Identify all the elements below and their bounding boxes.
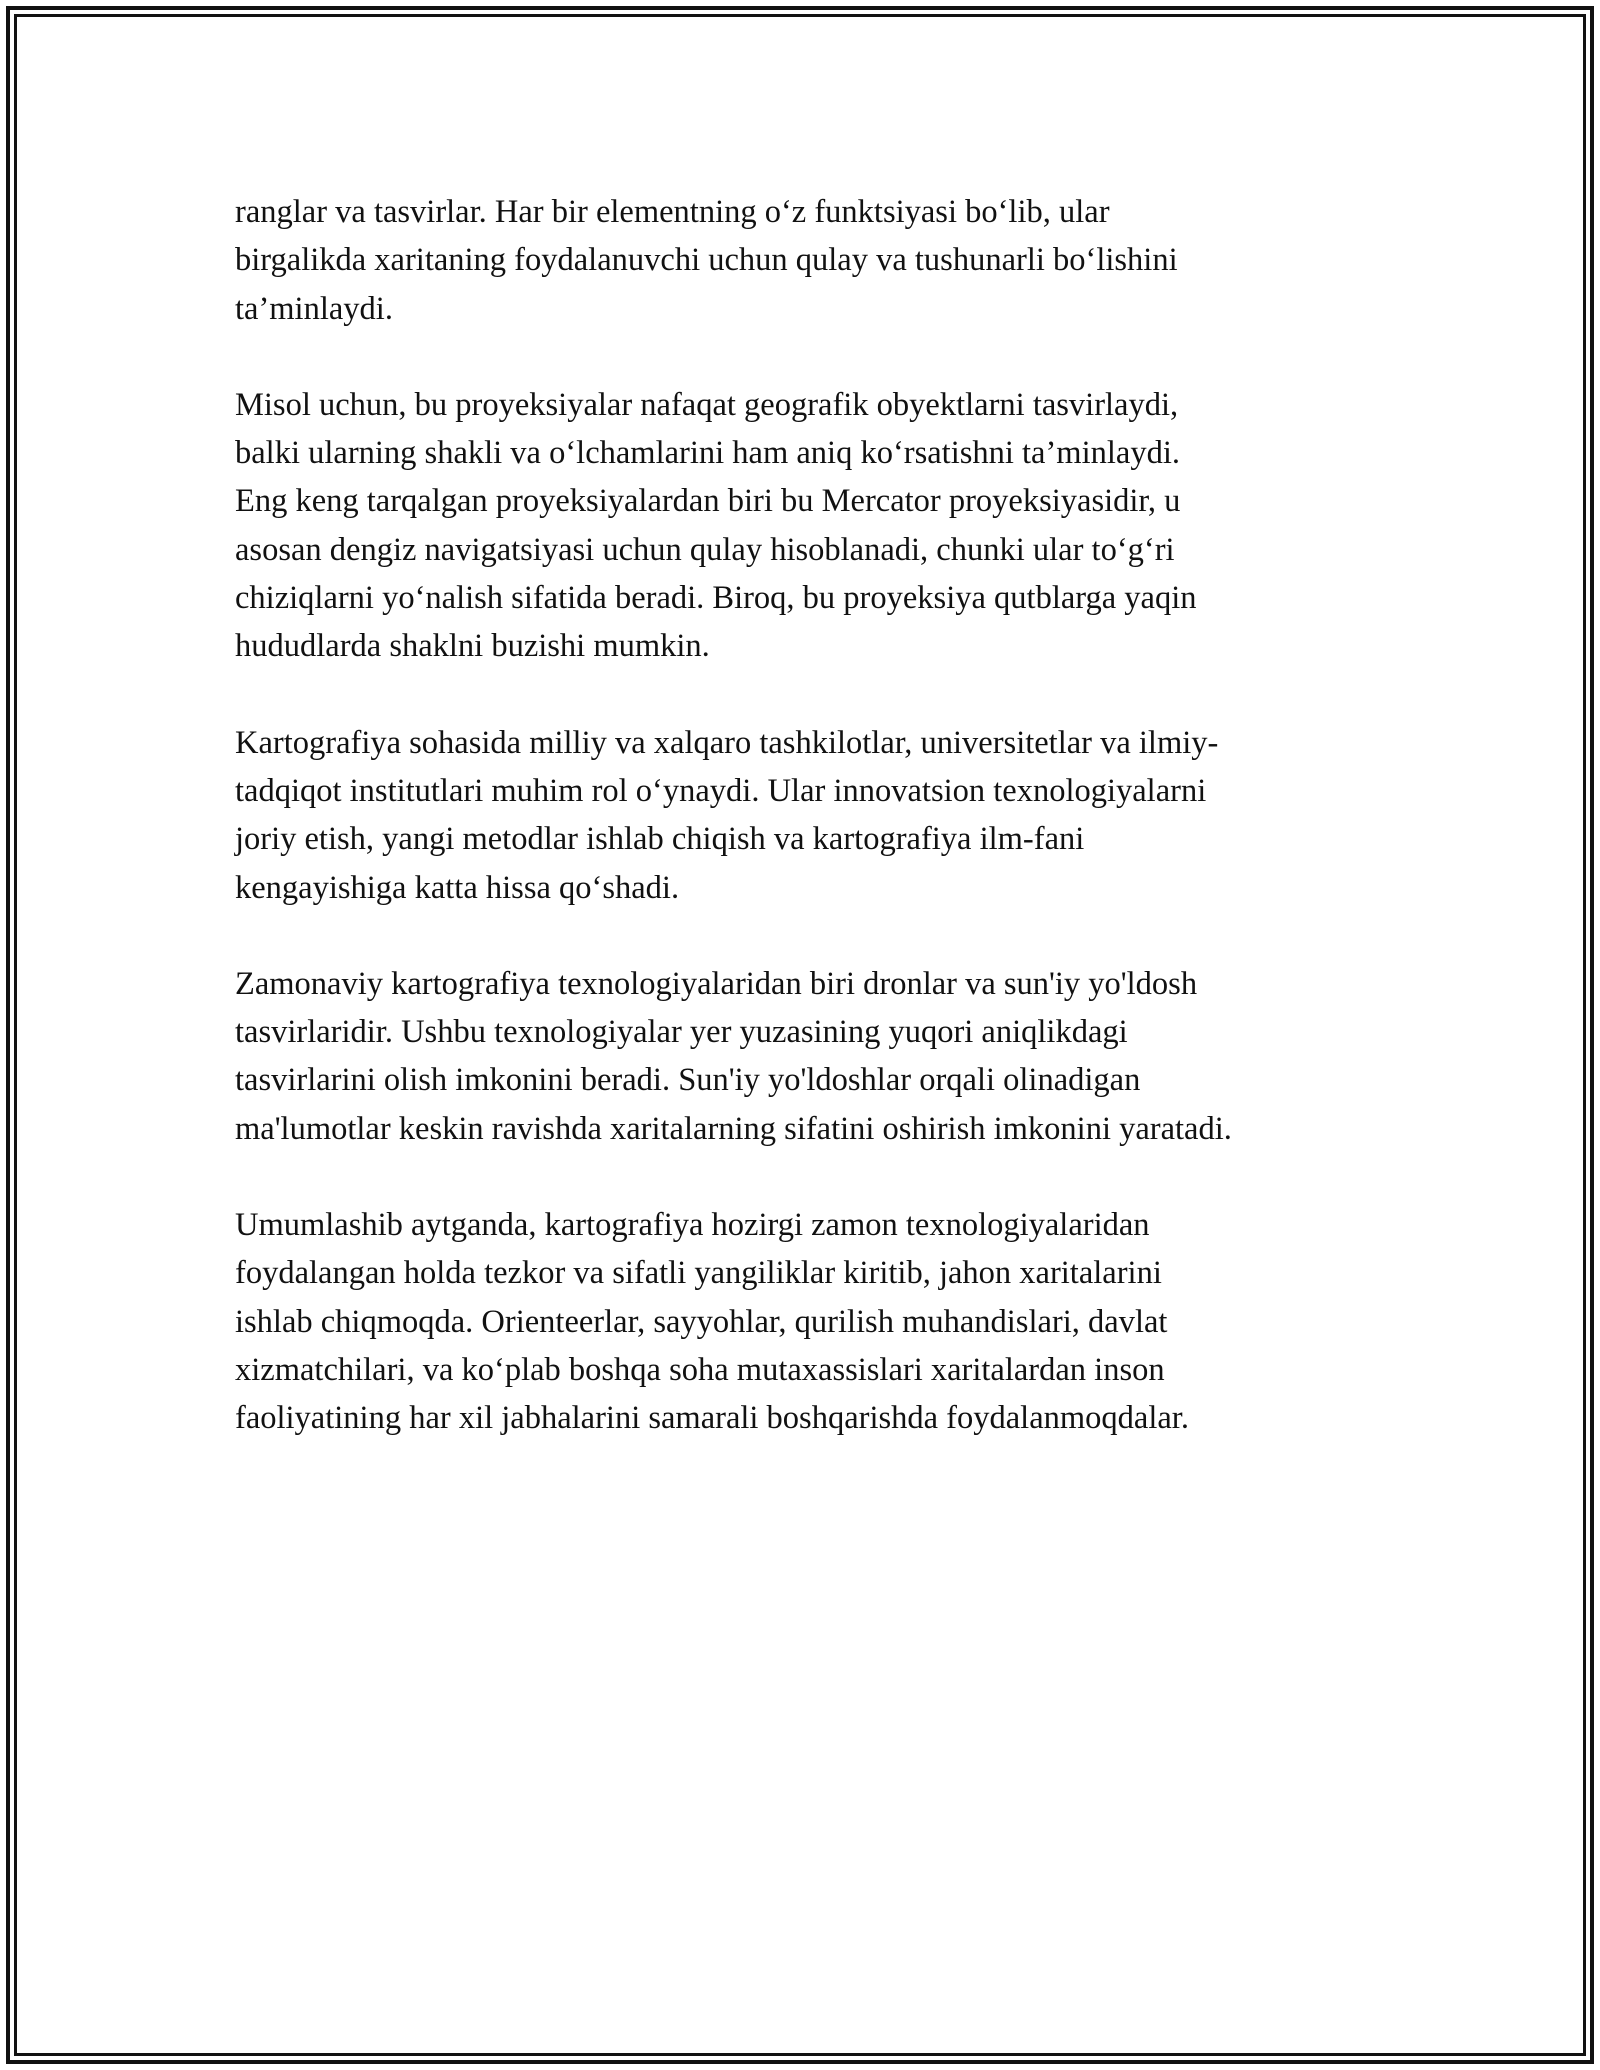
paragraph-organizations [235, 719, 1365, 912]
text-line: joriy etish, yangi metodlar ishlab chiqish va kartografiya ilm-fani [235, 821, 1085, 858]
text-line: ta’minlaydi. [235, 290, 393, 327]
text-line: Misol uchun, bu proyeksiyalar nafaqat geografik obyektlarni tasvirlaydi, [235, 386, 1179, 423]
text-line: asosan dengiz navigatsiyasi uchun qulay hisoblanadi, chunki ular to‘g‘ri [235, 531, 1175, 568]
text-line: tasvirlarini olish imkonini beradi. Sun'iy yo'ldoshlar orqali olinadigan [235, 1062, 1141, 1099]
paragraph-map-elements [235, 188, 1365, 333]
text-line: Umumlashib aytganda, kartografiya hozirgi zamon texnologiyalaridan [235, 1207, 1150, 1244]
text-line: chiziqlarni yo‘nalish sifatida beradi. Biroq, bu proyeksiya qutblarga yaqin [235, 580, 1197, 617]
text-line: hududlarda shaklni buzishi mumkin. [235, 628, 710, 665]
paragraph-conclusion [235, 1201, 1365, 1442]
text-line: ma'lumotlar keskin ravishda xaritalarning sifatini oshirish imkonini yaratadi. [235, 1110, 1232, 1147]
text-line: Eng keng tarqalgan proyeksiyalardan biri bu Mercator proyeksiyasidir, u [235, 483, 1181, 520]
text-line: Kartografiya sohasida milliy va xalqaro tashkilotlar, universitetlar va ilmiy- [235, 724, 1219, 761]
document-body [235, 188, 1365, 1491]
text-line: foydalangan holda tezkor va sifatli yangiliklar kiritib, jahon xaritalarini [235, 1255, 1162, 1292]
text-line: Zamonaviy kartografiya texnologiyalaridan biri dronlar va sun'iy yo'ldosh [235, 965, 1198, 1002]
text-line: tasvirlaridir. Ushbu texnologiyalar yer yuzasining yuqori aniqlikdagi [235, 1014, 1128, 1051]
paragraph-technologies [235, 960, 1365, 1153]
text-line: ranglar va tasvirlar. Har bir elementning o‘z funktsiyasi bo‘lib, ular [235, 194, 1110, 230]
text-line: balki ularning shakli va o‘lchamlarini ham aniq ko‘rsatishni ta’minlaydi. [235, 435, 1180, 472]
text-line: kengayishiga katta hissa qo‘shadi. [235, 869, 680, 906]
paragraph-projections [235, 381, 1365, 671]
text-line: tadqiqot institutlari muhim rol o‘ynaydi. Ular innovatsion texnologiyalarni [235, 772, 1207, 809]
text-line: faoliyatining har xil jabhalarini samarali boshqarishda foydalanmoqdalar. [235, 1400, 1189, 1437]
text-line: birgalikda xaritaning foydalanuvchi uchun qulay va tushunarli bo‘lishini [235, 242, 1178, 279]
text-line: ishlab chiqmoqda. Orienteerlar, sayyohlar, qurilish muhandislari, davlat [235, 1303, 1168, 1340]
text-line: xizmatchilari, va ko‘plab boshqa soha mutaxassislari xaritalardan inson [235, 1351, 1165, 1388]
